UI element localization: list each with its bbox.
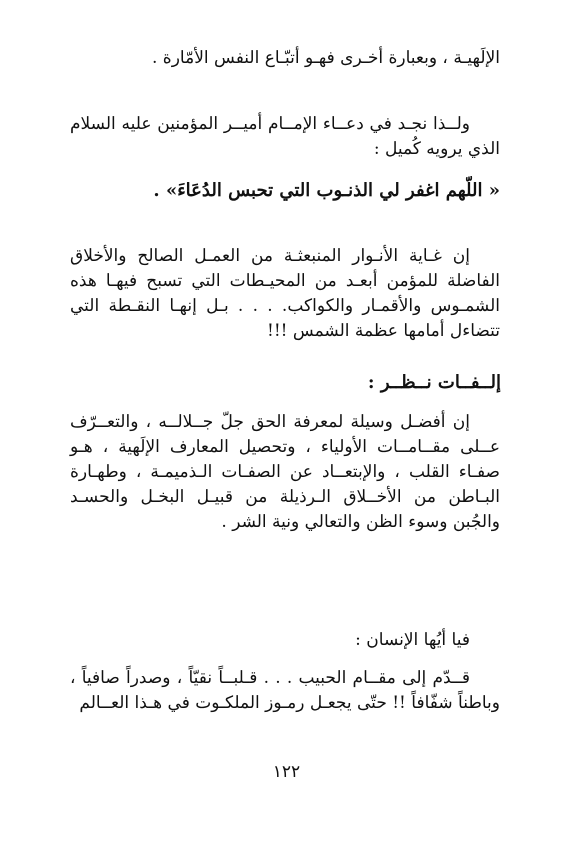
page-number: ١٢٢	[272, 762, 301, 782]
paragraph-6: فيا أيُها الإنسان :	[355, 630, 470, 650]
paragraph-5: إن أفضـل وسيلة لمعرفة الحق جلّ جــلالــه ، والتعــرّف عــلى مقــامــات الأولياء ، وتحصيل المعارف الإلَهية ، هـو صفـاء القلب ، والإبتعــاد عن الصفـات الـذميمـة ، وطهـارة البـاطن من الأخــلاق الـرذيلة من قبيـل البخـل والحسـد والجُبن وسوء الظن والتعالي ونية الشر .	[70, 412, 500, 532]
paragraph-2: ولــذا نجـد في دعــاء الإمــام أميــر المؤمنين عليه السلام الذي يرويه كُميل :	[70, 114, 500, 159]
paragraph-4: إن غـاية الأنـوار المنبعثـة من العمـل الصالح والأخلاق الفاضلة للمؤمن أبعـد من المحيـطات التي تسبح فيهـا هذه الشمـوس والأقمـار والكواكب. . . . بـل إنهـا النقـطة التي تتضاءل أمامها عظمة الشمس !!!	[70, 246, 500, 341]
paragraph-3-quote: « اللّهم اغفر لي الذنـوب التي تحبس الدُعَاءَ» .	[153, 180, 500, 201]
paragraph-7: قــدّم إلى مقــام الحبيب . . . قـلبــاً نقيّاً ، وصدراً صافياً ، وباطناً شفّافاً !! حتّى يجعـل رمـوز الملكـوت في هـذا العــالم	[70, 668, 500, 713]
paragraph-1: الإلَهيـة ، وبعبارة أخـرى فهـو أتبّـاع النفس الأمّارة .	[152, 48, 500, 68]
section-heading: إلــفــات نــظــر :	[367, 372, 501, 393]
